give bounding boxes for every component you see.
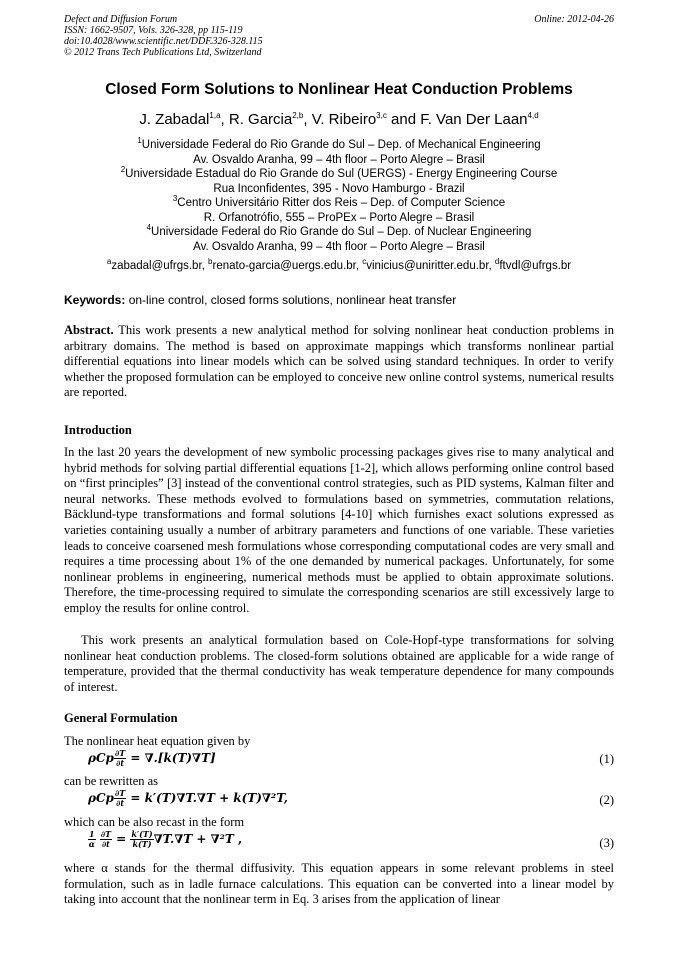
author: R. Garcia bbox=[228, 111, 293, 128]
equation-2 bbox=[88, 789, 288, 808]
eq-fraction bbox=[130, 830, 153, 849]
journal-doi: doi:10.4028/www.scientific.net/DDF.326-328.115 bbox=[64, 36, 263, 47]
eq-rhs: = k′(T)∇T.∇T + k(T)∇²T, bbox=[126, 791, 288, 805]
author-list bbox=[40, 111, 638, 128]
affiliation-sup: 4 bbox=[146, 223, 152, 233]
equation-number: (1) bbox=[599, 752, 614, 766]
abstract-text: This work presents a new analytical method for solving nonlinear heat conduction problems in arbitrary domains. The method is based on approximate mappings which transforms nonlinear partial differential equations into linear models which can be solved using standard techniques. In order to verify whether the proposed formulation can be employed to conceive new online control systems, numerical results are reported. bbox=[64, 323, 614, 400]
eq-numerator: 1 bbox=[89, 829, 95, 839]
email-sup: c bbox=[362, 257, 367, 267]
author-sep: , bbox=[303, 111, 312, 128]
author: F. Van Der Laan bbox=[420, 111, 528, 128]
keywords-text: on-line control, closed forms solutions, nonlinear heat transfer bbox=[125, 293, 457, 307]
eq-rhs: ∇T.∇T + ∇²T bbox=[153, 832, 234, 846]
keywords bbox=[64, 293, 614, 307]
journal-header bbox=[64, 14, 424, 58]
equation-3: $\frac{1}{\alpha}$ $\frac{\partial T}{\partial t}$ = $\frac{k'(T)}{k(T)}$ ∇T.∇T + ∇²T , bbox=[88, 829, 243, 849]
eq-denominator: k(T) bbox=[132, 839, 152, 849]
abstract bbox=[64, 323, 614, 401]
email-sep: , bbox=[355, 260, 363, 272]
affiliation-line bbox=[40, 167, 638, 182]
affiliation-address: Av. Osvaldo Aranha, 99 – 4th floor – Porto Alegre – Brasil bbox=[193, 240, 485, 253]
affiliations bbox=[40, 138, 638, 254]
email-sep: , bbox=[201, 260, 209, 272]
eq-rhs: = ∇.[k(T)∇T] bbox=[126, 751, 216, 765]
author-sup: 3,c bbox=[376, 111, 387, 120]
affiliation-line bbox=[40, 225, 638, 240]
affiliation-sup: 1 bbox=[137, 136, 142, 146]
eq-denominator: ∂t bbox=[116, 758, 125, 768]
eq-denominator: ∂t bbox=[101, 839, 110, 849]
eq-tail: , bbox=[233, 832, 243, 846]
email-sup: a bbox=[106, 257, 112, 267]
eq-fraction bbox=[100, 830, 112, 849]
affiliation-text: Universidade Federal do Rio Grande do Sul – Dep. of Mechanical Engineering bbox=[141, 139, 541, 151]
journal-issn: ISSN: 1662-9507, Vols. 326-328, pp 115-119 bbox=[64, 25, 243, 36]
affiliation-address: R. Orfanotrófio, 555 – ProPEx – Porto Alegre – Brasil bbox=[203, 211, 475, 224]
online-date: Online: 2012-04-26 bbox=[534, 14, 614, 25]
affiliation-line bbox=[40, 138, 638, 153]
author-sep: , bbox=[220, 111, 229, 128]
email-address[interactable]: vinicius@uniritter.edu.br bbox=[366, 260, 489, 272]
intro-paragraph: In the last 20 years the development of new symbolic processing packages gives rise to many analytical and hybrid methods for solving partial differential equations [1-2], which allows performing online control based on “first principles” [3] instead of the conventional control strategies, such as PID systems, Kalman filter and neural networks. These methods evolved to formulations based on symmetries, commutation relations, Bäcklund-type transformations and formal solutions [4-10] which furnishes exact solutions expressed as varieties containing usually a number of arbitrary parameters and functions of one variable. These varieties leads to conceive coarsened mesh formulations whose corresponding computational codes are very small and requires a time processing about 1% of the one demanded by numerical packages. Unfortunately, for some nonlinear problems in engineering, numerical methods must be applied to obtain approximate solutions. Therefore, the time-processing required to simulate the corresponding scenarios are still excessively large to employ the results for online control. bbox=[64, 445, 614, 615]
paper-title: Closed Form Solutions to Nonlinear Heat Conduction Problems bbox=[105, 81, 573, 98]
email-address[interactable]: renato-garcia@uergs.edu.br bbox=[212, 260, 356, 272]
affiliation-sup: 2 bbox=[120, 165, 126, 175]
email-sup: b bbox=[208, 257, 213, 267]
email-address[interactable]: ftvdl@ufrgs.br bbox=[499, 260, 572, 272]
equation-1 bbox=[88, 749, 216, 768]
journal-name: Defect and Diffusion Forum bbox=[64, 14, 178, 25]
section-heading-introduction: Introduction bbox=[64, 423, 132, 437]
eq-numerator: ∂T bbox=[114, 748, 126, 758]
eq-numerator: k′(T) bbox=[131, 829, 153, 839]
affiliation-line bbox=[40, 196, 638, 211]
affiliation-text: Universidade Estadual do Rio Grande do Sul (UERGS) - Energy Engineering Course bbox=[125, 168, 558, 180]
keywords-label: Keywords: bbox=[64, 293, 126, 307]
equation-number: (2) bbox=[599, 793, 614, 807]
author-sup: 2,b bbox=[292, 111, 304, 120]
eq-fraction bbox=[114, 749, 126, 768]
body-text: can be rewritten as bbox=[64, 774, 159, 788]
affiliation-sup: 3 bbox=[172, 194, 178, 204]
author-sep: and bbox=[386, 111, 421, 128]
email-sup: d bbox=[494, 257, 500, 267]
eq-symbol: ρCp bbox=[88, 751, 114, 765]
eq-numerator: ∂T bbox=[100, 829, 111, 839]
email-address[interactable]: zabadal@ufrgs.br bbox=[111, 260, 202, 272]
eq-denominator: α bbox=[88, 839, 95, 849]
affiliation-text: Universidade Federal do Rio Grande do Sul – Dep. of Nuclear Engineering bbox=[151, 226, 532, 238]
email-list bbox=[40, 257, 638, 272]
body-paragraph: where α stands for the thermal diffusivity. This equation appears in some relevant problems in steel formulation, such as in ladle furnace calculations. This equation can be converted into a linear model by taking into account that the nonlinear term in Eq. 3 arises from the application of linear bbox=[64, 861, 614, 907]
email-sep: , bbox=[488, 260, 495, 272]
affiliation-text: Centro Universitário Ritter dos Reis – Dep. of Computer Science bbox=[177, 197, 506, 209]
section-heading-general-formulation: General Formulation bbox=[64, 711, 178, 725]
abstract-label: Abstract. bbox=[64, 323, 114, 337]
equation-number: (3) bbox=[599, 836, 614, 850]
eq-fraction bbox=[114, 789, 126, 808]
author-sup: 4,d bbox=[527, 111, 539, 120]
intro-paragraph: This work presents an analytical formulation based on Cole-Hopf-type transformations for solving nonlinear heat conduction problems. The closed-form solutions obtained are applicable for a wide range of temperature, provided that the thermal conductivity has weak temperature dependence for many compounds of interest. bbox=[64, 633, 614, 694]
affiliation-address: Rua Inconfidentes, 395 - Novo Hamburgo - Brazil bbox=[213, 182, 465, 195]
journal-copyright: © 2012 Trans Tech Publications Ltd, Switzerland bbox=[64, 47, 262, 58]
author: J. Zabadal bbox=[139, 111, 210, 128]
author: V. Ribeiro bbox=[311, 111, 377, 128]
body-text: The nonlinear heat equation given by bbox=[64, 734, 251, 748]
eq-fraction bbox=[88, 830, 96, 849]
body-text: which can be also recast in the form bbox=[64, 815, 245, 829]
affiliation-address: Av. Osvaldo Aranha, 99 – 4th floor – Porto Alegre – Brasil bbox=[193, 153, 485, 166]
eq-numerator: ∂T bbox=[114, 788, 126, 798]
eq-denominator: ∂t bbox=[116, 798, 125, 808]
author-sup: 1,a bbox=[209, 111, 221, 120]
eq-symbol: ρCp bbox=[88, 791, 114, 805]
